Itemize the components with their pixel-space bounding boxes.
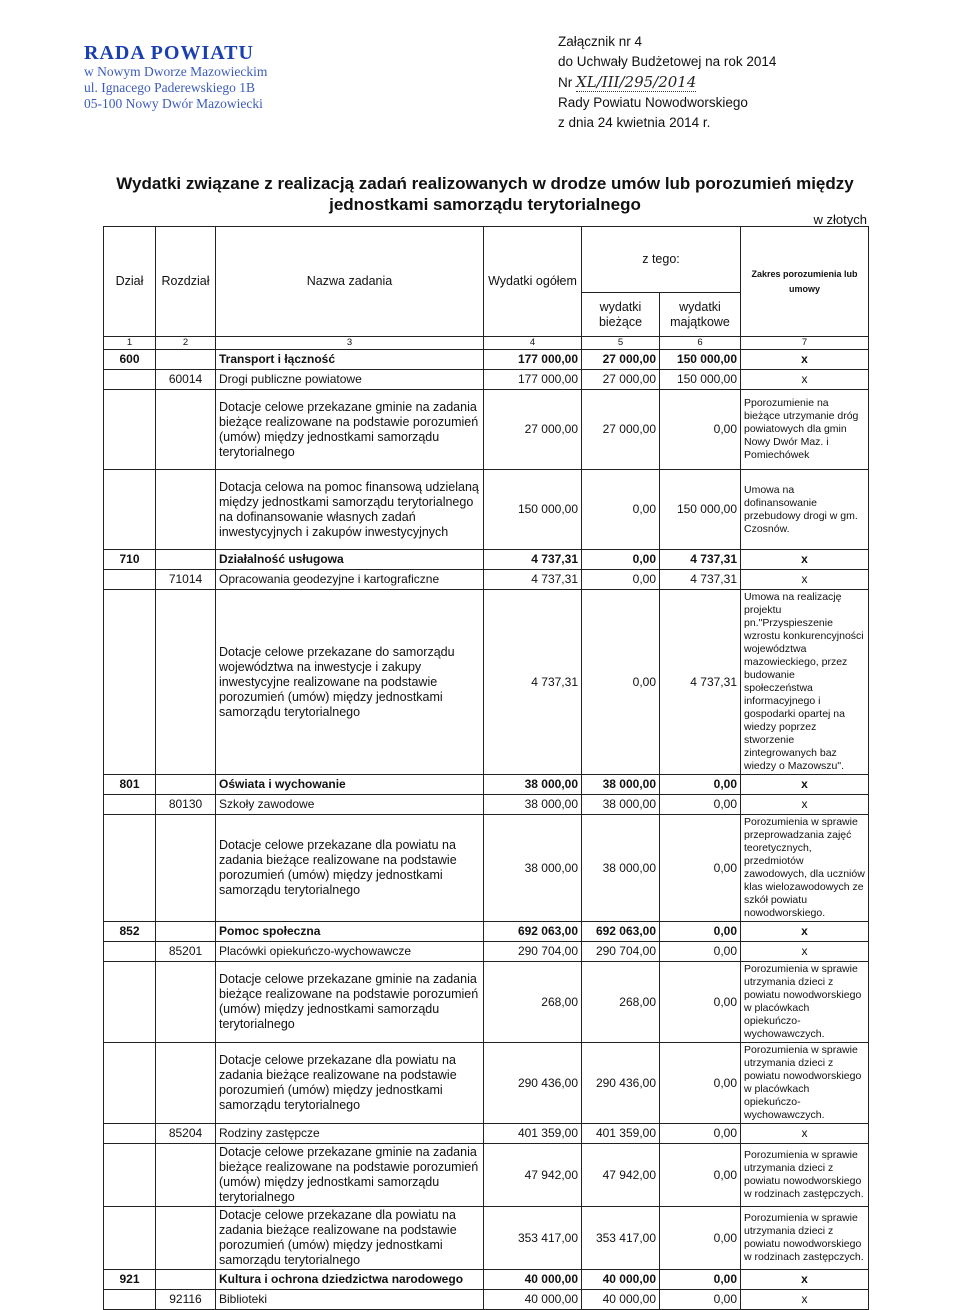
total-amount-cell: 353 417,00 — [484, 1207, 582, 1270]
capital-amount-cell: 0,00 — [660, 1043, 741, 1124]
dzial-row — [104, 350, 869, 370]
header-nazwa: Nazwa zadania — [216, 227, 484, 337]
rozdzial-code-cell — [156, 550, 216, 570]
task-row — [104, 470, 869, 550]
capital-amount-cell: 0,00 — [660, 775, 741, 795]
agreement-scope-cell: Umowa na dofinansowanie przebudowy drogi w gm. Czosnów. — [741, 470, 869, 550]
task-row — [104, 962, 869, 1043]
total-amount-cell: 4 737,31 — [484, 570, 582, 590]
rozdzial-code-cell: 85204 — [156, 1124, 216, 1144]
task-row — [104, 390, 869, 470]
rozdzial-code-cell — [156, 1207, 216, 1270]
dzial-code-cell: 710 — [104, 550, 156, 570]
current-amount-cell: 27 000,00 — [582, 390, 660, 470]
rozdzial-code-cell — [156, 1043, 216, 1124]
capital-amount-cell: 4 737,31 — [660, 550, 741, 570]
task-name-cell: Szkoły zawodowe — [216, 795, 484, 815]
dzial-code-cell — [104, 962, 156, 1043]
current-amount-cell: 38 000,00 — [582, 795, 660, 815]
capital-amount-cell: 0,00 — [660, 1207, 741, 1270]
current-amount-cell: 290 704,00 — [582, 942, 660, 962]
council-stamp — [84, 42, 314, 112]
agreement-scope-cell: Pporozumienie na bieżące utrzymanie dróg powiatowych dla gmin Nowy Dwór Maz. i Pomiechówek — [741, 390, 869, 470]
agreement-scope-cell: x — [741, 370, 869, 390]
current-amount-cell: 268,00 — [582, 962, 660, 1043]
dzial-code-cell — [104, 1043, 156, 1124]
current-amount-cell: 27 000,00 — [582, 370, 660, 390]
capital-amount-cell: 4 737,31 — [660, 570, 741, 590]
total-amount-cell: 268,00 — [484, 962, 582, 1043]
current-amount-cell: 692 063,00 — [582, 922, 660, 942]
rozdzial-code-cell — [156, 775, 216, 795]
dzial-code-cell — [104, 370, 156, 390]
rozdzial-code-cell — [156, 470, 216, 550]
rozdzial-row — [104, 795, 869, 815]
capital-amount-cell: 0,00 — [660, 922, 741, 942]
total-amount-cell: 401 359,00 — [484, 1124, 582, 1144]
dzial-row — [104, 922, 869, 942]
rozdzial-code-cell: 71014 — [156, 570, 216, 590]
header-zakres: Zakres porozumienia lub umowy — [741, 227, 869, 337]
dzial-row — [104, 775, 869, 795]
task-row — [104, 1207, 869, 1270]
agreement-scope-cell: Porozumienia w sprawie przeprowadzania zajęć teoretycznych, przedmiotów zawodowych, dla uczniów klas wielozawodowych ze szkół powiatu nowodworskiego. — [741, 815, 869, 922]
task-name-cell: Kultura i ochrona dziedzictwa narodowego — [216, 1270, 484, 1290]
rozdzial-row — [104, 370, 869, 390]
stamp-line-3: ul. Ignacego Paderewskiego 1B — [84, 80, 255, 95]
total-amount-cell: 40 000,00 — [484, 1270, 582, 1290]
rozdzial-code-cell — [156, 1144, 216, 1207]
agreement-scope-cell: x — [741, 1270, 869, 1290]
header-row — [104, 227, 869, 293]
total-amount-cell: 177 000,00 — [484, 350, 582, 370]
current-amount-cell: 0,00 — [582, 570, 660, 590]
dzial-row — [104, 1270, 869, 1290]
agreement-scope-cell: Porozumienia w sprawie utrzymania dzieci z powiatu nowodworskiego w rodzinach zastępczych. — [741, 1207, 869, 1270]
current-amount-cell: 38 000,00 — [582, 775, 660, 795]
rozdzial-row — [104, 570, 869, 590]
total-amount-cell: 38 000,00 — [484, 815, 582, 922]
document-title: Wydatki związane z realizacją zadań realizowanych w drodze umów lub porozumień między jednostkami samorządu terytorialnego — [116, 174, 854, 214]
header-majatkowe: wydatki majątkowe — [660, 293, 741, 337]
rozdzial-code-cell: 92116 — [156, 1290, 216, 1310]
currency-unit: w złotych — [813, 212, 867, 227]
dzial-code-cell: 600 — [104, 350, 156, 370]
index-cell: 5 — [582, 337, 660, 350]
task-name-cell: Biblioteki — [216, 1290, 484, 1310]
annex-resolution: do Uchwały Budżetowej na rok 2014 — [558, 54, 777, 69]
header-dzial: Dział — [104, 227, 156, 337]
current-amount-cell: 353 417,00 — [582, 1207, 660, 1270]
current-amount-cell: 47 942,00 — [582, 1144, 660, 1207]
agreement-scope-cell: x — [741, 922, 869, 942]
dzial-code-cell — [104, 1144, 156, 1207]
capital-amount-cell: 0,00 — [660, 942, 741, 962]
dzial-code-cell: 852 — [104, 922, 156, 942]
dzial-code-cell — [104, 815, 156, 922]
task-name-cell: Drogi publiczne powiatowe — [216, 370, 484, 390]
capital-amount-cell: 150 000,00 — [660, 370, 741, 390]
agreement-scope-cell: x — [741, 795, 869, 815]
header-biezace: wydatki bieżące — [582, 293, 660, 337]
dzial-code-cell — [104, 390, 156, 470]
header-rozdzial: Rozdział — [156, 227, 216, 337]
capital-amount-cell: 0,00 — [660, 1270, 741, 1290]
task-name-cell: Transport i łączność — [216, 350, 484, 370]
capital-amount-cell: 0,00 — [660, 1144, 741, 1207]
rozdzial-code-cell: 85201 — [156, 942, 216, 962]
total-amount-cell: 27 000,00 — [484, 390, 582, 470]
dzial-code-cell — [104, 1124, 156, 1144]
index-cell: 7 — [741, 337, 869, 350]
dzial-code-cell: 801 — [104, 775, 156, 795]
handwritten-resolution-number: XL/III/295/2014 — [576, 73, 697, 91]
annex-council: Rady Powiatu Nowodworskiego — [558, 95, 748, 110]
dzial-code-cell — [104, 470, 156, 550]
header-z-tego: z tego: — [582, 227, 741, 293]
task-name-cell: Dotacje celowe przekazane gminie na zadania bieżące realizowane na podstawie porozumień (umów) między jednostkami samorządu terytorialnego — [216, 390, 484, 470]
rozdzial-code-cell — [156, 815, 216, 922]
total-amount-cell: 692 063,00 — [484, 922, 582, 942]
task-name-cell: Dotacje celowe przekazane dla powiatu na zadania bieżące realizowane na podstawie porozumień (umów) między jednostkami samorządu terytorialnego — [216, 1043, 484, 1124]
nr-prefix: Nr — [558, 75, 573, 90]
capital-amount-cell: 0,00 — [660, 962, 741, 1043]
task-name-cell: Dotacje celowe przekazane dla powiatu na zadania bieżące realizowane na podstawie porozumień (umów) między jednostkami samorządu terytorialnego — [216, 815, 484, 922]
total-amount-cell: 290 704,00 — [484, 942, 582, 962]
task-name-cell: Pomoc społeczna — [216, 922, 484, 942]
task-row — [104, 590, 869, 775]
current-amount-cell: 40 000,00 — [582, 1270, 660, 1290]
dzial-row — [104, 550, 869, 570]
dzial-code-cell — [104, 1207, 156, 1270]
agreement-scope-cell: x — [741, 350, 869, 370]
annex-header — [558, 32, 776, 133]
task-name-cell: Placówki opiekuńczo-wychowawcze — [216, 942, 484, 962]
index-cell: 4 — [484, 337, 582, 350]
annex-number: Załącznik nr 4 — [558, 34, 643, 49]
total-amount-cell: 38 000,00 — [484, 795, 582, 815]
rozdzial-row — [104, 1124, 869, 1144]
rozdzial-code-cell — [156, 590, 216, 775]
task-name-cell: Dotacja celowa na pomoc finansową udzielaną między jednostkami samorządu terytorialnego na dofinansowanie własnych zadań inwestycyjnych i zakupów inwestycyjnych — [216, 470, 484, 550]
capital-amount-cell: 4 737,31 — [660, 590, 741, 775]
rozdzial-row — [104, 942, 869, 962]
index-cell: 6 — [660, 337, 741, 350]
dzial-code-cell — [104, 795, 156, 815]
rozdzial-code-cell — [156, 390, 216, 470]
capital-amount-cell: 0,00 — [660, 1124, 741, 1144]
current-amount-cell: 0,00 — [582, 590, 660, 775]
rozdzial-code-cell — [156, 350, 216, 370]
capital-amount-cell: 150 000,00 — [660, 350, 741, 370]
expenditure-table — [103, 226, 869, 1310]
dzial-code-cell — [104, 570, 156, 590]
stamp-line-4: 05-100 Nowy Dwór Mazowiecki — [84, 96, 263, 111]
agreement-scope-cell: Porozumienia w sprawie utrzymania dzieci z powiatu nowodworskiego w placówkach opiekuńczo-wychowawczych. — [741, 1043, 869, 1124]
annex-resolution-number — [558, 72, 776, 93]
dzial-code-cell — [104, 1290, 156, 1310]
current-amount-cell: 27 000,00 — [582, 350, 660, 370]
header-ogolem: Wydatki ogółem — [484, 227, 582, 337]
rozdzial-code-cell: 80130 — [156, 795, 216, 815]
total-amount-cell: 4 737,31 — [484, 590, 582, 775]
column-index-row — [104, 337, 869, 350]
capital-amount-cell: 0,00 — [660, 1290, 741, 1310]
current-amount-cell: 0,00 — [582, 470, 660, 550]
capital-amount-cell: 0,00 — [660, 795, 741, 815]
total-amount-cell: 47 942,00 — [484, 1144, 582, 1207]
task-row — [104, 1043, 869, 1124]
rozdzial-code-cell: 60014 — [156, 370, 216, 390]
annex-date: z dnia 24 kwietnia 2014 r. — [558, 115, 711, 130]
rozdzial-code-cell — [156, 962, 216, 1043]
rozdzial-row — [104, 1290, 869, 1310]
agreement-scope-cell: x — [741, 550, 869, 570]
agreement-scope-cell: x — [741, 942, 869, 962]
total-amount-cell: 290 436,00 — [484, 1043, 582, 1124]
current-amount-cell: 38 000,00 — [582, 815, 660, 922]
task-name-cell: Dotacje celowe przekazane do samorządu województwa na inwestycje i zakupy inwestycyjne realizowane na podstawie porozumień (umów) między jednostkami samorządu terytorialnego — [216, 590, 484, 775]
total-amount-cell: 38 000,00 — [484, 775, 582, 795]
dzial-code-cell — [104, 942, 156, 962]
dzial-code-cell — [104, 590, 156, 775]
agreement-scope-cell: Porozumienia w sprawie utrzymania dzieci z powiatu nowodworskiego w rodzinach zastępczych. — [741, 1144, 869, 1207]
capital-amount-cell: 0,00 — [660, 815, 741, 922]
agreement-scope-cell: x — [741, 775, 869, 795]
current-amount-cell: 290 436,00 — [582, 1043, 660, 1124]
agreement-scope-cell: x — [741, 570, 869, 590]
current-amount-cell: 401 359,00 — [582, 1124, 660, 1144]
index-cell: 1 — [104, 337, 156, 350]
task-name-cell: Działalność usługowa — [216, 550, 484, 570]
task-name-cell: Opracowania geodezyjne i kartograficzne — [216, 570, 484, 590]
dzial-code-cell: 921 — [104, 1270, 156, 1290]
task-name-cell: Dotacje celowe przekazane dla powiatu na zadania bieżące realizowane na podstawie porozumień (umów) między jednostkami samorządu terytorialnego — [216, 1207, 484, 1270]
current-amount-cell: 40 000,00 — [582, 1290, 660, 1310]
agreement-scope-cell: Umowa na realizację projektu pn."Przyspieszenie wzrostu konkurencyjności województwa mazowieckiego, przez budowanie społeczeństwa informacyjnego i gospodarki opartej na wiedzy poprzez stworzenie zintegrowanych baz wiedzy o Mazowszu". — [741, 590, 869, 775]
total-amount-cell: 150 000,00 — [484, 470, 582, 550]
index-cell: 3 — [216, 337, 484, 350]
task-row — [104, 815, 869, 922]
rozdzial-code-cell — [156, 922, 216, 942]
task-name-cell: Dotacje celowe przekazane gminie na zadania bieżące realizowane na podstawie porozumień (umów) między jednostkami samorządu terytorialnego — [216, 962, 484, 1043]
current-amount-cell: 0,00 — [582, 550, 660, 570]
stamp-line-2: w Nowym Dworze Mazowieckim — [84, 64, 268, 79]
task-row — [104, 1144, 869, 1207]
rozdzial-code-cell — [156, 1270, 216, 1290]
total-amount-cell: 177 000,00 — [484, 370, 582, 390]
capital-amount-cell: 0,00 — [660, 390, 741, 470]
task-name-cell: Oświata i wychowanie — [216, 775, 484, 795]
agreement-scope-cell: x — [741, 1290, 869, 1310]
capital-amount-cell: 150 000,00 — [660, 470, 741, 550]
stamp-line-1: RADA POWIATU — [84, 42, 254, 64]
total-amount-cell: 4 737,31 — [484, 550, 582, 570]
task-name-cell: Dotacje celowe przekazane gminie na zadania bieżące realizowane na podstawie porozumień (umów) między jednostkami samorządu terytorialnego — [216, 1144, 484, 1207]
agreement-scope-cell: x — [741, 1124, 869, 1144]
agreement-scope-cell: Porozumienia w sprawie utrzymania dzieci z powiatu nowodworskiego w placówkach opiekuńczo-wychowawczych. — [741, 962, 869, 1043]
total-amount-cell: 40 000,00 — [484, 1290, 582, 1310]
index-cell: 2 — [156, 337, 216, 350]
task-name-cell: Rodziny zastępcze — [216, 1124, 484, 1144]
